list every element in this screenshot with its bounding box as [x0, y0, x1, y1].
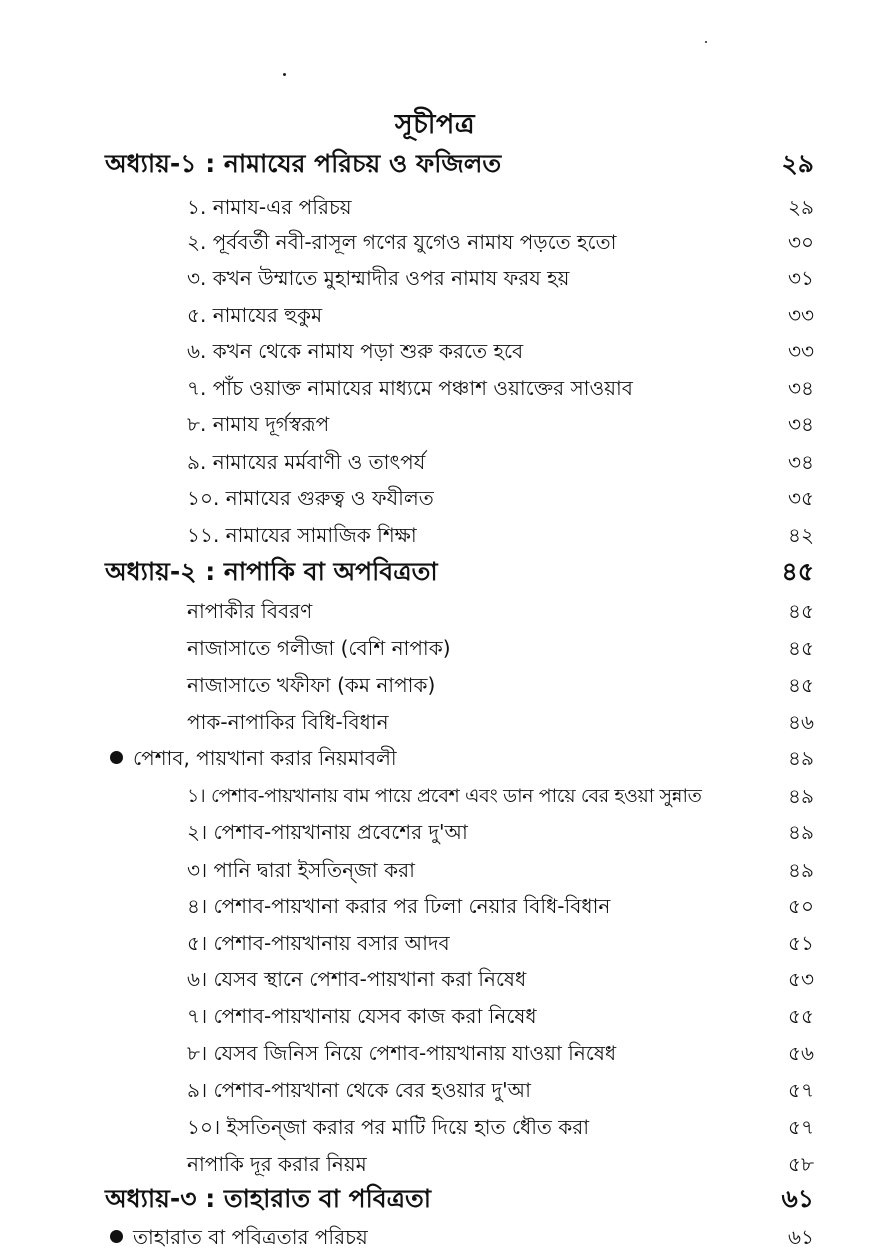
entry-title: ৩। পানি দ্বারা ইসতিন্জা করা: [187, 858, 415, 882]
toc-entry: [0, 480, 870, 516]
page-number: ৫৭: [788, 1078, 814, 1102]
page-number: ৩১: [788, 266, 814, 290]
page-number: ৩০: [787, 230, 814, 254]
entry-title: ১০. নামাযের গুরুত্ব ও ফযীলত: [187, 486, 434, 510]
entry-title: নাজাসাতে খফীফা (কম নাপাক): [187, 673, 436, 697]
entry-title: ৮। যেসব জিনিস নিয়ে পেশাব-পায়খানায় যাওয়া নিষেধ: [187, 1041, 617, 1065]
entry-title: নাপাকি দূর করার নিয়ম: [187, 1152, 367, 1176]
page-number: ৬১: [788, 1225, 814, 1249]
entry-title: ৯. নামাযের মর্মবাণী ও তাৎপর্য: [187, 450, 426, 474]
toc-entry: [0, 1146, 870, 1182]
section-heading: [0, 740, 870, 776]
page-title: সূচীপত্র: [394, 109, 476, 140]
page-number: ৫১: [788, 931, 814, 955]
toc-entry: [0, 297, 870, 333]
entry-title: ৪। পেশাব-পায়খানা করার পর ঢিলা নেয়ার বিধি-বিধান: [187, 894, 611, 918]
entry-title: ১। পেশাব-পায়খানায় বাম পায়ে প্রবেশ এবং ডান পায়ে বের হওয়া সুন্নাত: [187, 785, 702, 807]
toc-entry: [0, 814, 870, 850]
toc-entry: [0, 1109, 870, 1145]
toc-entry: [0, 704, 870, 740]
page-number: ২৯: [781, 149, 814, 178]
page-number: ২৯: [788, 195, 814, 219]
toc-entry: [0, 444, 870, 480]
section-title: পেশাব, পায়খানা করার নিয়মাবলী: [133, 746, 397, 770]
toc-entry: [0, 998, 870, 1034]
page-number: ৩৪: [788, 450, 814, 474]
chapter-heading: [0, 146, 870, 182]
entry-title: ৬. কখন থেকে নামায পড়া শুরু করতে হবে: [187, 339, 524, 363]
page-number: ৫৮: [788, 1152, 814, 1176]
page-number: ৬১: [781, 1184, 814, 1213]
page-number: ৪২: [788, 523, 814, 547]
page-number: ৪৯: [788, 746, 814, 770]
chapter-title: অধ্যায়-৩ : তাহারাত বা পবিত্রতা: [105, 1184, 432, 1213]
page-number: ৩৪: [788, 412, 814, 436]
chapter-heading: [0, 554, 870, 590]
page-number: ৩৫: [788, 486, 814, 510]
entry-title: ১১. নামাযের সামাজিক শিক্ষা: [187, 523, 417, 547]
page-number: ৩৩: [787, 303, 814, 327]
chapter-heading: [0, 1181, 870, 1217]
toc-entry: [0, 333, 870, 369]
toc-entry: [0, 517, 870, 553]
toc-entry: [0, 224, 870, 260]
entry-title: ২. পূর্ববর্তী নবী-রাসূল গণের যুগেও নামায পড়তে হতো: [187, 230, 617, 254]
bullet-icon: [110, 751, 123, 764]
entry-title: ৯। পেশাব-পায়খানা থেকে বের হওয়ার দু'আ: [187, 1078, 531, 1102]
toc-entry: [0, 925, 870, 961]
entry-title: ১. নামায-এর পরিচয়: [187, 195, 352, 219]
entry-title: ৫। পেশাব-পায়খানায় বসার আদব: [187, 931, 450, 955]
page-number: ৪৯: [788, 858, 814, 882]
page-number: ৪৫: [788, 673, 814, 697]
section-heading: [0, 1219, 870, 1255]
entry-title: ৬। যেসব স্থানে পেশাব-পায়খানা করা নিষেধ: [187, 967, 527, 991]
page-number: ৩৪: [788, 376, 814, 400]
page-number: ৫৬: [788, 1041, 814, 1065]
page-number: ৪৬: [788, 710, 814, 734]
page-number: ৪৫: [788, 599, 814, 623]
toc-entry: [0, 370, 870, 406]
chapter-title: অধ্যায়-১ : নামাযের পরিচয় ও ফজিলত: [105, 149, 502, 178]
chapter-title: অধ্যায়-২ : নাপাকি বা অপবিত্রতা: [105, 557, 438, 586]
toc-entry: [0, 1035, 870, 1071]
entry-title: নাপাকীর বিবরণ: [187, 599, 313, 623]
page-number: ৫৩: [788, 967, 814, 991]
toc-entry: [0, 406, 870, 442]
entry-title: ২। পেশাব-পায়খানায় প্রবেশের দু'আ: [187, 820, 468, 844]
toc-entry: [0, 1072, 870, 1108]
toc-entry: [0, 260, 870, 296]
entry-title: ৭। পেশাব-পায়খানায় যেসব কাজ করা নিষেধ: [187, 1004, 537, 1028]
entry-title: ৩. কখন উম্মাতে মুহাম্মাদীর ওপর নামায ফরয হয়: [187, 266, 570, 290]
page-number: ৫৭: [788, 1115, 814, 1139]
toc-entry: [0, 667, 870, 703]
page-number: ৫৫: [788, 1004, 814, 1028]
page-number: ৪৫: [788, 636, 814, 660]
page-number: ৪৯: [788, 784, 814, 808]
toc-entry: [0, 630, 870, 666]
toc-entry: [0, 189, 870, 225]
section-title: তাহারাত বা পবিত্রতার পরিচয়: [133, 1225, 368, 1249]
entry-title: ৫. নামাযের হুকুম: [187, 303, 323, 327]
page-number: ৪৯: [788, 820, 814, 844]
entry-title: পাক-নাপাকির বিধি-বিধান: [187, 710, 389, 734]
toc-entry: [0, 888, 870, 924]
toc-entry: [0, 593, 870, 629]
page-number: ৪৫: [781, 557, 814, 586]
entry-title: ৮. নামায দূর্গস্বরূপ: [187, 412, 330, 436]
entry-title: ১০। ইসতিন্জা করার পর মাটি দিয়ে হাত ধৌত করা: [187, 1115, 590, 1139]
page-number: ৫০: [788, 894, 814, 918]
page-number: ৩৩: [787, 339, 814, 363]
toc-entry: [0, 852, 870, 888]
entry-title: ৭. পাঁচ ওয়াক্ত নামাযের মাধ্যমে পঞ্চাশ ওয়াক্তের সাওয়াব: [187, 376, 633, 400]
toc-entry: [0, 778, 870, 814]
bullet-icon: [110, 1230, 123, 1243]
toc-entry: [0, 961, 870, 997]
entry-title: নাজাসাতে গলীজা (বেশি নাপাক): [187, 636, 451, 660]
